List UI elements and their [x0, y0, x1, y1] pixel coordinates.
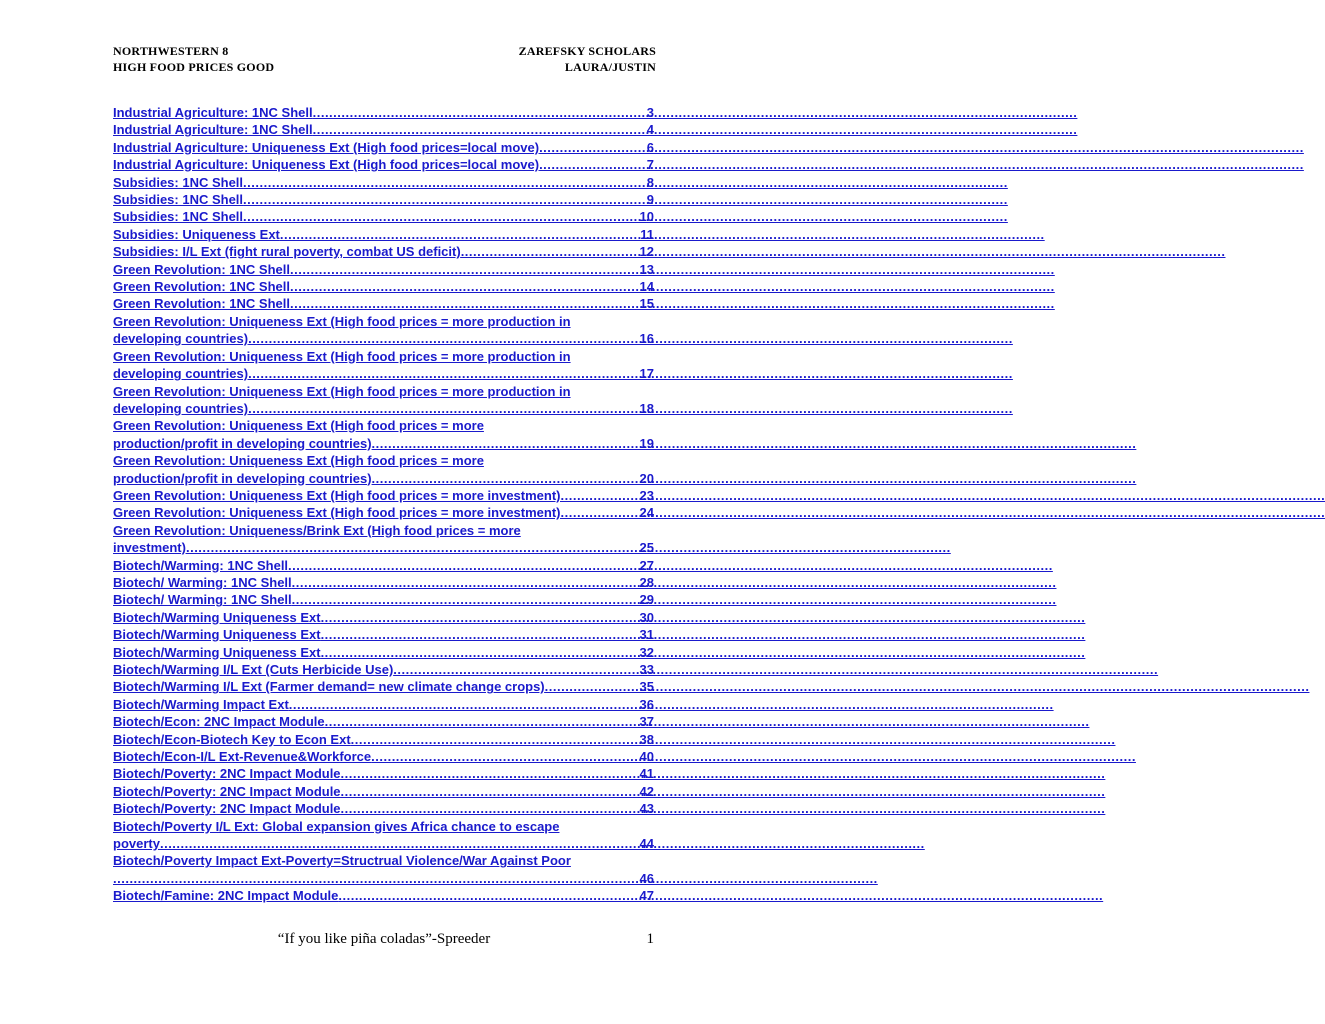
toc-entry-link[interactable] — [113, 330, 654, 347]
toc-dot-leader — [371, 748, 639, 765]
toc-entry[interactable] — [113, 121, 654, 138]
toc-entry[interactable] — [113, 731, 654, 748]
toc-dot-leader — [288, 557, 639, 574]
toc-entry-link[interactable] — [113, 104, 654, 121]
toc-entry-page: 37 — [639, 714, 654, 730]
toc-entry-page: 25 — [639, 540, 654, 556]
toc-entry-title-line[interactable]: Green Revolution: Uniqueness Ext (High food prices = more — [113, 418, 484, 434]
toc-entry-title: developing countries) — [113, 331, 249, 347]
toc-entry-link[interactable] — [113, 226, 654, 243]
toc-entry-page: 12 — [639, 244, 654, 260]
toc-dot-leader — [248, 400, 639, 417]
toc-entry-page: 8 — [646, 174, 654, 190]
toc-dot-leader — [539, 156, 647, 173]
toc-entry[interactable] — [113, 574, 654, 591]
header-school: NORTHWESTERN 8 — [113, 44, 229, 58]
toc-entry[interactable] — [113, 417, 654, 452]
toc-dot-leader — [280, 226, 640, 243]
toc-entry-link[interactable] — [113, 278, 654, 295]
toc-entry-page: 35 — [639, 679, 654, 695]
toc-entry[interactable] — [113, 696, 654, 713]
toc-entry-title: Green Revolution: Uniqueness Ext (High food prices = more investment) — [113, 505, 561, 521]
toc-entry-page: 46 — [639, 870, 654, 886]
toc-entry-link[interactable] — [113, 609, 654, 626]
toc-entry-title: Green Revolution: 1NC Shell — [113, 296, 290, 312]
toc-entry-title: Biotech/Poverty: 2NC Impact Module — [113, 801, 341, 817]
toc-dot-leader — [341, 800, 640, 817]
toc-entry-page: 31 — [639, 627, 654, 643]
toc-dot-leader — [313, 121, 647, 138]
toc-dot-leader — [393, 661, 639, 678]
toc-entry-link[interactable] — [113, 644, 654, 661]
toc-entry-page: 14 — [639, 279, 654, 295]
toc-entry-page: 7 — [646, 157, 654, 173]
toc-dot-leader — [243, 191, 647, 208]
toc-entry-page: 4 — [646, 122, 654, 138]
toc-entry-page: 47 — [639, 888, 654, 904]
toc-entry-link[interactable] — [113, 678, 654, 695]
toc-entry-page: 6 — [646, 139, 654, 155]
toc-entry-link[interactable] — [113, 261, 654, 278]
toc-entry-title: Biotech/Warming Uniqueness Ext — [113, 609, 321, 625]
toc-entry-link[interactable] — [113, 121, 654, 138]
toc-entry-title: Subsidies: 1NC Shell — [113, 192, 244, 208]
toc-entry-link[interactable] — [113, 731, 654, 748]
toc-entry[interactable] — [113, 852, 654, 887]
toc-dot-leader — [561, 487, 640, 504]
toc-entry[interactable] — [113, 661, 654, 678]
toc-entry-link[interactable] — [113, 661, 654, 678]
toc-dot-leader — [461, 243, 640, 260]
toc-entry[interactable] — [113, 783, 654, 800]
toc-dot-leader — [338, 887, 639, 904]
toc-dot-leader — [321, 626, 640, 643]
toc-entry-link[interactable] — [113, 504, 654, 521]
toc-entry[interactable] — [113, 487, 654, 504]
toc-entry-page: 38 — [639, 731, 654, 747]
toc-entry-title: Industrial Agriculture: 1NC Shell — [113, 105, 313, 120]
toc-dot-leader — [341, 765, 640, 782]
toc-entry[interactable] — [113, 818, 654, 853]
toc-entry-page: 28 — [639, 574, 654, 590]
toc-dot-leader — [292, 574, 640, 591]
toc-entry-page: 32 — [639, 644, 654, 660]
toc-entry-title: investment) — [113, 540, 186, 556]
toc-entry-page: 20 — [639, 470, 654, 486]
header-topic: HIGH FOOD PRICES GOOD — [113, 60, 275, 74]
toc-entry-link[interactable] — [113, 487, 654, 504]
toc-entry-title-line[interactable]: Green Revolution: Uniqueness Ext (High food prices = more production in — [113, 313, 571, 329]
toc-entry-title-line[interactable]: Biotech/Poverty I/L Ext: Global expansion gives Africa chance to escape — [113, 818, 560, 834]
page-footer — [0, 931, 768, 951]
toc-entry-title-line[interactable]: Green Revolution: Uniqueness/Brink Ext (High food prices = more — [113, 522, 521, 538]
toc-dot-leader — [545, 678, 640, 695]
toc-entry-link[interactable] — [113, 139, 654, 156]
toc-entry-title: Biotech/Warming: 1NC Shell — [113, 557, 289, 573]
toc-entry-link[interactable] — [113, 765, 654, 782]
toc-entry-page: 19 — [639, 435, 654, 451]
toc-entry[interactable] — [113, 713, 654, 730]
toc-entry-title: Biotech/ Warming: 1NC Shell — [113, 592, 292, 608]
header-left — [113, 43, 274, 75]
toc-entry-title: developing countries) — [113, 366, 249, 382]
toc-entry[interactable] — [113, 800, 654, 817]
toc-entry-page: 44 — [639, 836, 654, 852]
toc-entry-page: 17 — [639, 366, 654, 382]
toc-entry-title-line[interactable]: Green Revolution: Uniqueness Ext (High food prices = more production in — [113, 348, 571, 364]
toc-entry-link[interactable] — [113, 574, 654, 591]
toc-entry-title: Industrial Agriculture: 1NC Shell — [113, 122, 313, 138]
page-number: 1 — [646, 931, 654, 947]
toc-entry-page: 43 — [639, 801, 654, 817]
toc-dot-leader — [325, 713, 640, 730]
toc-dot-leader — [292, 591, 640, 608]
toc-entry-page: 18 — [639, 400, 654, 416]
toc-dot-leader — [248, 330, 639, 347]
toc-entry[interactable] — [113, 557, 654, 574]
toc-entry-page: 3 — [646, 105, 654, 120]
toc-entry-link[interactable] — [113, 400, 654, 417]
toc-entry-page: 40 — [639, 749, 654, 765]
toc-entry-page: 33 — [639, 662, 654, 677]
toc-entry-link[interactable] — [113, 696, 654, 713]
toc-entry-title: Subsidies: I/L Ext (fight rural poverty, combat US deficit) — [113, 244, 461, 260]
toc-dot-leader — [290, 278, 640, 295]
toc-entry-link[interactable] — [113, 783, 654, 800]
toc-entry[interactable] — [113, 452, 654, 487]
toc-entry[interactable] — [113, 139, 654, 156]
toc-entry[interactable] — [113, 278, 654, 295]
toc-entry-title-line[interactable]: Green Revolution: Uniqueness Ext (High food prices = more — [113, 453, 484, 469]
table-of-contents — [113, 104, 654, 905]
toc-entry-link[interactable] — [113, 557, 654, 574]
toc-entry-title: production/profit in developing countries) — [113, 435, 372, 451]
toc-entry-title: Biotech/Warming Uniqueness Ext — [113, 644, 321, 660]
toc-dot-leader — [243, 174, 647, 191]
toc-dot-leader — [561, 504, 640, 521]
toc-entry-title: developing countries) — [113, 400, 249, 416]
toc-entry-page: 27 — [639, 557, 654, 573]
toc-entry-title: Subsidies: Uniqueness Ext — [113, 226, 280, 242]
toc-dot-leader — [351, 731, 640, 748]
footer-quote: “If you like piña coladas”-Spreeder — [277, 931, 491, 947]
toc-entry[interactable] — [113, 174, 654, 191]
toc-dot-leader — [313, 104, 647, 121]
toc-entry[interactable] — [113, 504, 654, 521]
toc-entry-title: Biotech/Warming I/L Ext (Farmer demand= new climate change crops) — [113, 679, 545, 695]
toc-entry-link[interactable] — [113, 713, 654, 730]
toc-entry-title-line[interactable]: Green Revolution: Uniqueness Ext (High food prices = more production in — [113, 383, 571, 399]
toc-entry-link[interactable] — [113, 539, 654, 556]
toc-entry[interactable] — [113, 748, 654, 765]
header-authors: LAURA/JUSTIN — [564, 60, 656, 74]
toc-dot-leader — [539, 139, 647, 156]
toc-entry-title: Biotech/Econ-I/L Ext-Revenue&Workforce — [113, 749, 372, 765]
toc-dot-leader — [248, 365, 639, 382]
toc-entry-title: Biotech/Warming Impact Ext — [113, 696, 289, 712]
toc-entry-page: 16 — [639, 331, 654, 347]
toc-entry-title: Green Revolution: Uniqueness Ext (High food prices = more investment) — [113, 487, 561, 503]
toc-entry[interactable] — [113, 243, 654, 260]
toc-entry[interactable] — [113, 609, 654, 626]
toc-entry-title: Biotech/Warming Uniqueness Ext — [113, 627, 321, 643]
toc-entry[interactable] — [113, 208, 654, 225]
toc-entry-link[interactable] — [113, 208, 654, 225]
toc-entry[interactable] — [113, 644, 654, 661]
header-program: ZAREFSKY SCHOLARS — [518, 44, 656, 58]
toc-entry-link[interactable] — [113, 435, 654, 452]
toc-entry-title: production/profit in developing countries) — [113, 470, 372, 486]
toc-entry-link[interactable] — [113, 191, 654, 208]
toc-entry-link[interactable] — [113, 156, 654, 173]
toc-entry-link[interactable] — [113, 470, 654, 487]
toc-entry-page: 10 — [639, 209, 654, 225]
toc-dot-leader — [372, 470, 640, 487]
toc-dot-leader — [290, 261, 640, 278]
toc-entry[interactable] — [113, 348, 654, 383]
toc-entry[interactable] — [113, 522, 654, 557]
toc-entry-page: 15 — [639, 296, 654, 312]
toc-entry[interactable] — [113, 765, 654, 782]
toc-entry-link[interactable] — [113, 243, 654, 260]
toc-entry-page: 24 — [639, 505, 654, 521]
toc-dot-leader — [372, 435, 640, 452]
toc-entry-title: Biotech/ Warming: 1NC Shell — [113, 574, 292, 590]
toc-entry[interactable] — [113, 591, 654, 608]
toc-entry[interactable] — [113, 626, 654, 643]
toc-entry-page: 29 — [639, 592, 654, 608]
toc-dot-leader — [289, 696, 640, 713]
toc-dot-leader — [186, 539, 640, 556]
toc-entry-page: 42 — [639, 783, 654, 799]
toc-dot-leader — [113, 870, 640, 887]
toc-entry[interactable] — [113, 678, 654, 695]
toc-entry-title: Biotech/Econ: 2NC Impact Module — [113, 714, 325, 730]
toc-entry[interactable] — [113, 313, 654, 348]
toc-entry[interactable] — [113, 191, 654, 208]
toc-entry-link[interactable] — [113, 591, 654, 608]
toc-entry-link[interactable] — [113, 365, 654, 382]
toc-entry-title-line[interactable]: Biotech/Poverty Impact Ext-Poverty=Structrual Violence/War Against Poor — [113, 853, 571, 869]
toc-entry-link[interactable] — [113, 887, 654, 904]
toc-entry-title: Industrial Agriculture: Uniqueness Ext (High food prices=local move) — [113, 139, 540, 155]
toc-entry-title: poverty — [113, 836, 160, 852]
toc-entry-page: 13 — [639, 261, 654, 277]
toc-entry-title: Biotech/Warming I/L Ext (Cuts Herbicide Use) — [113, 662, 394, 677]
toc-entry-title: Biotech/Poverty: 2NC Impact Module — [113, 766, 341, 782]
toc-entry[interactable] — [113, 383, 654, 418]
toc-entry[interactable] — [113, 156, 654, 173]
toc-entry-page: 41 — [639, 766, 654, 782]
toc-dot-leader — [341, 783, 640, 800]
toc-entry[interactable] — [113, 104, 654, 121]
toc-entry-page: 9 — [646, 192, 654, 208]
toc-entry-page: 30 — [639, 609, 654, 625]
toc-dot-leader — [321, 644, 640, 661]
toc-entry-title: Subsidies: 1NC Shell — [113, 209, 244, 225]
toc-entry-title: Subsidies: 1NC Shell — [113, 174, 244, 190]
toc-entry-link[interactable] — [113, 626, 654, 643]
toc-entry-link[interactable] — [113, 295, 654, 312]
toc-entry-link[interactable] — [113, 835, 654, 852]
toc-entry-title: Biotech/Famine: 2NC Impact Module — [113, 888, 339, 904]
toc-entry-page: 36 — [639, 696, 654, 712]
toc-entry-link[interactable] — [113, 870, 654, 887]
toc-entry-page: 11 — [640, 226, 654, 242]
toc-entry[interactable] — [113, 226, 654, 243]
toc-entry-title: Biotech/Poverty: 2NC Impact Module — [113, 783, 341, 799]
toc-entry-title: Green Revolution: 1NC Shell — [113, 261, 290, 277]
toc-entry-link[interactable] — [113, 174, 654, 191]
toc-entry-link[interactable] — [113, 748, 654, 765]
toc-entry-link[interactable] — [113, 800, 654, 817]
toc-entry-title: Industrial Agriculture: Uniqueness Ext (High food prices=local move) — [113, 157, 540, 173]
toc-dot-leader — [243, 208, 639, 225]
toc-entry-title: Biotech/Econ-Biotech Key to Econ Ext — [113, 731, 351, 747]
toc-entry[interactable] — [113, 887, 654, 904]
toc-entry[interactable] — [113, 295, 654, 312]
toc-entry-page: 23 — [639, 487, 654, 503]
toc-dot-leader — [321, 609, 640, 626]
toc-entry-title: Green Revolution: 1NC Shell — [113, 279, 290, 295]
toc-dot-leader — [160, 835, 640, 852]
header-right — [519, 43, 656, 75]
toc-dot-leader — [290, 295, 640, 312]
toc-entry[interactable] — [113, 261, 654, 278]
